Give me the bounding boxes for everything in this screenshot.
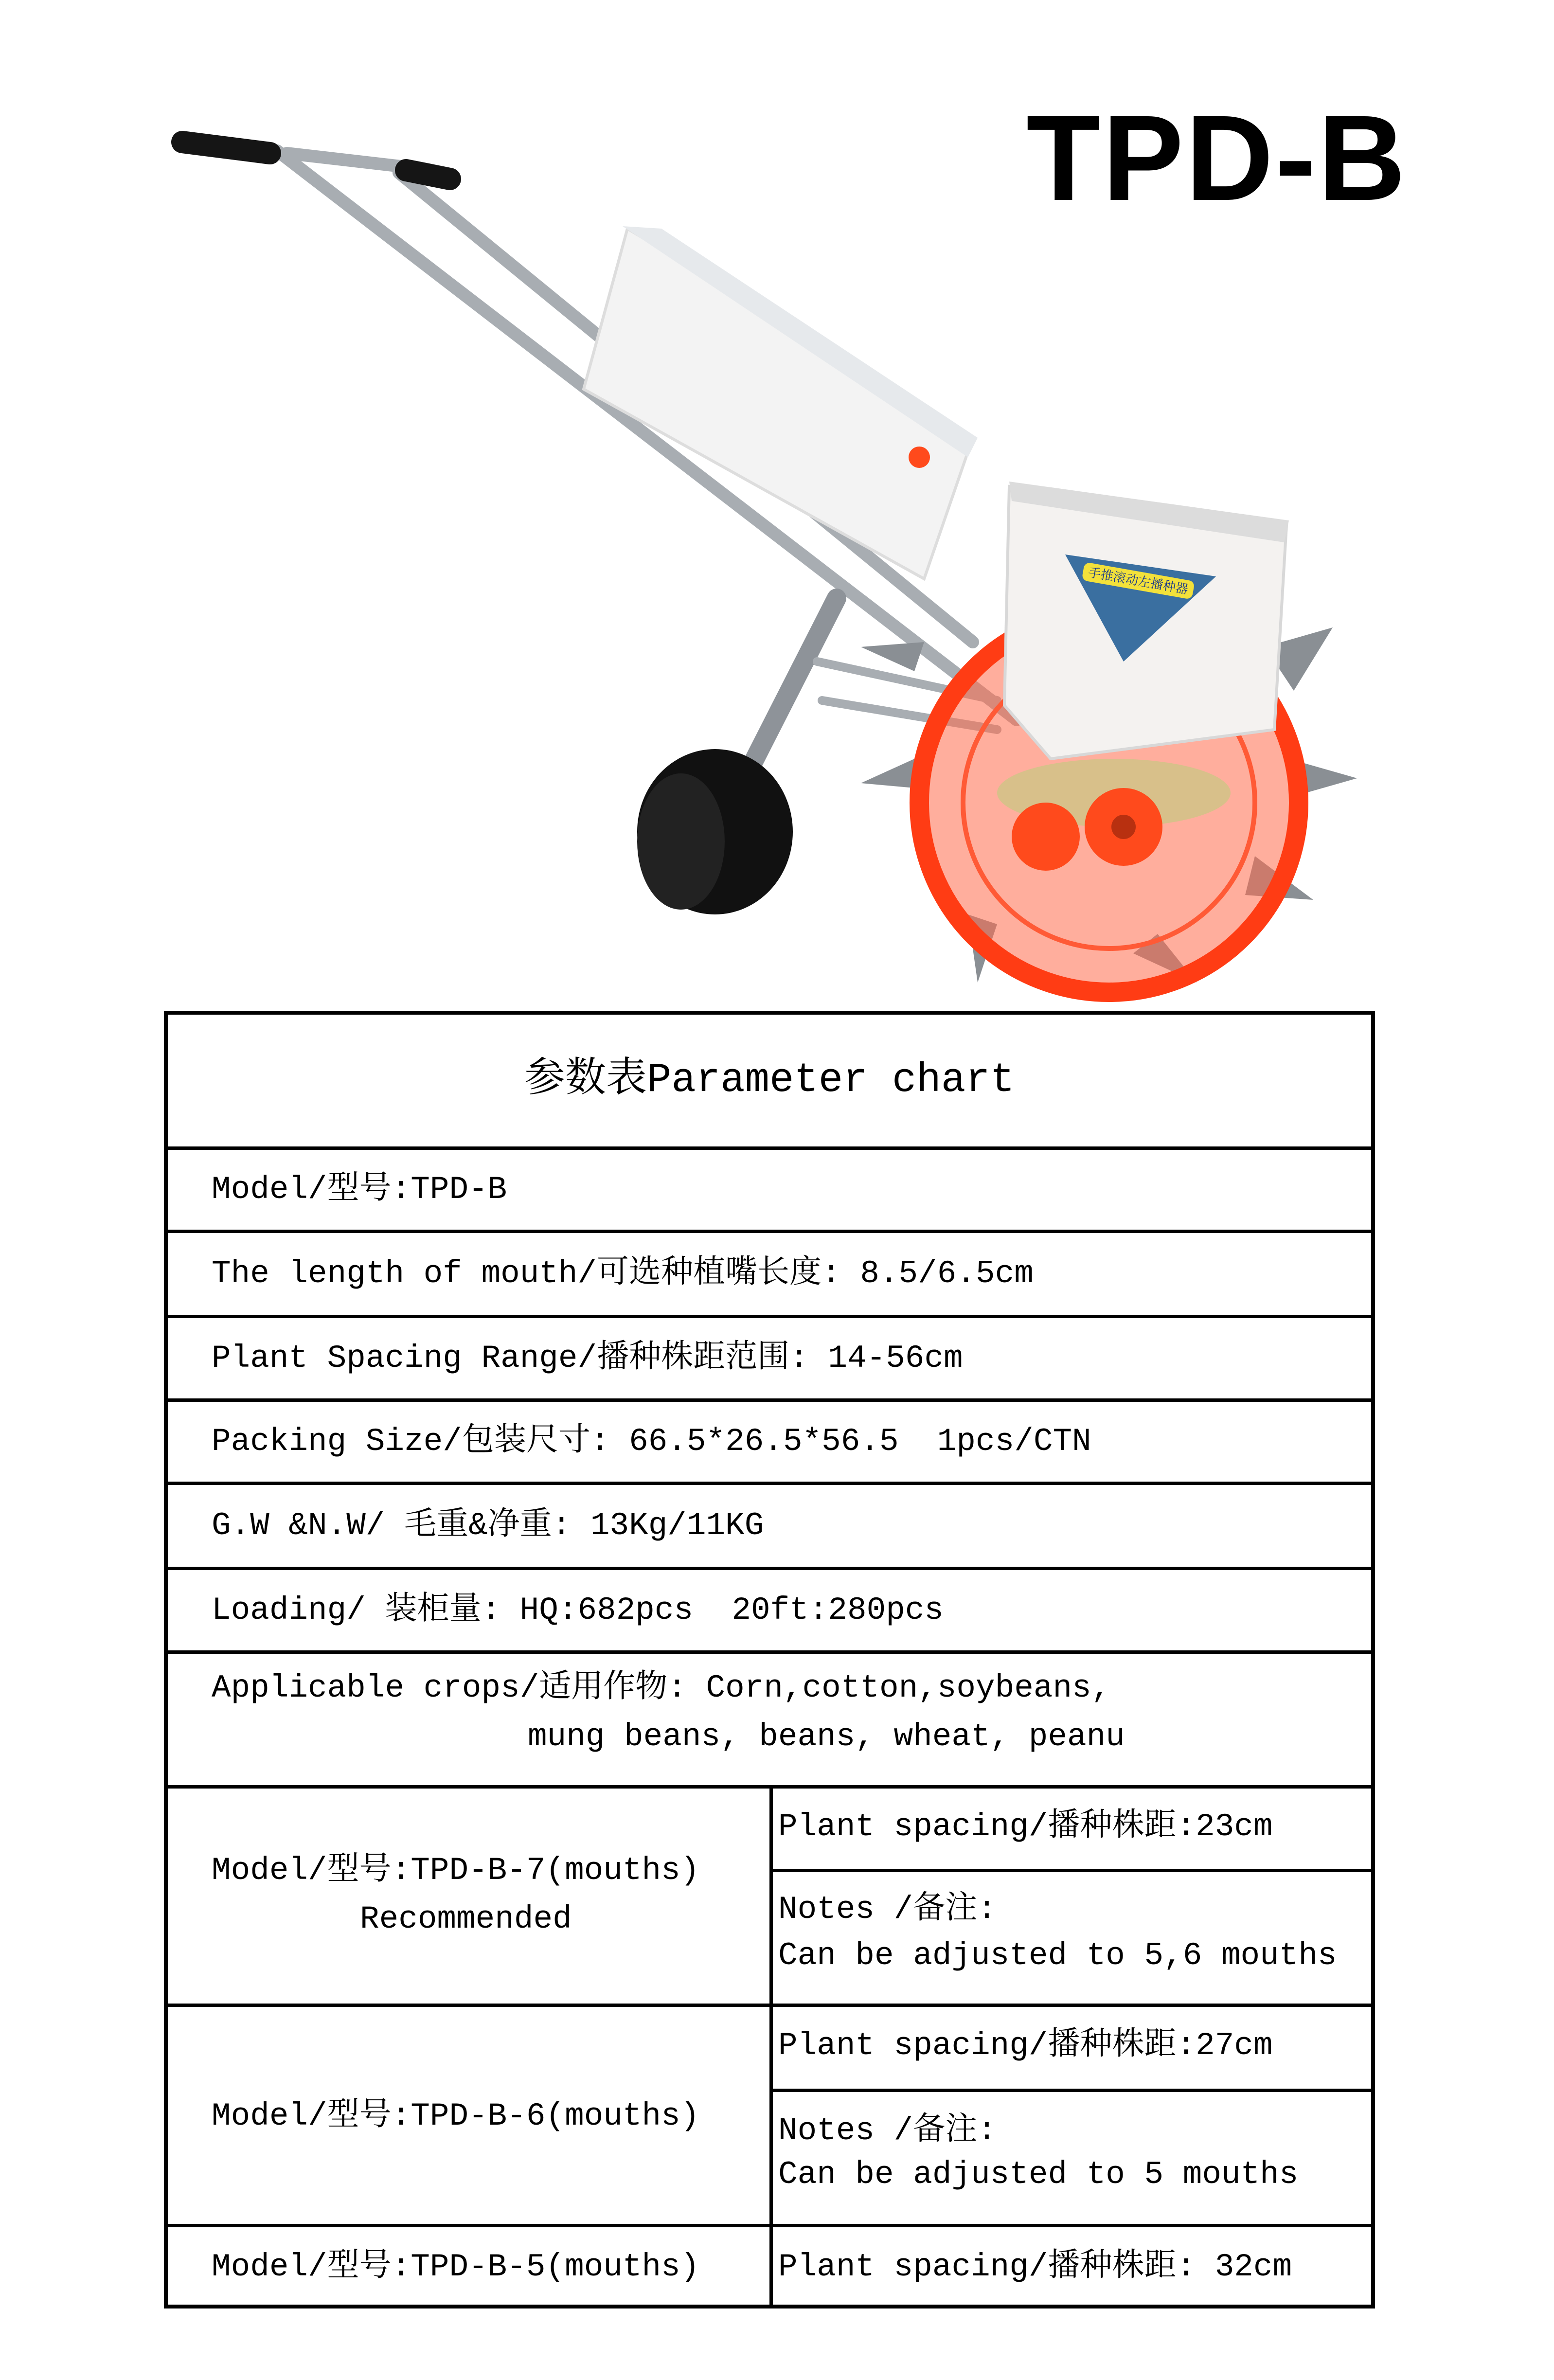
model-5-label: Model/型号:TPD-B-5(mouths)	[212, 2249, 700, 2285]
model-7-label: Model/型号:TPD-B-7(mouths)	[212, 1852, 700, 1889]
row-text: Plant Spacing Range/播种株距范围: 14-56cm	[212, 1340, 963, 1377]
model-7-notes-label: Notes /备注:	[778, 1891, 997, 1928]
model-5-spacing: Plant spacing/播种株距: 32cm	[778, 2249, 1292, 2285]
divider	[769, 1869, 1371, 1872]
row-packing-size	[168, 1398, 1371, 1482]
divider	[769, 2089, 1371, 2092]
row-weight	[168, 1482, 1371, 1567]
model-7-spacing: Plant spacing/播种株距:23cm	[778, 1808, 1273, 1845]
model-6-spacing: Plant spacing/播种株距:27cm	[778, 2027, 1273, 2064]
model-title: TPD-B	[1026, 90, 1408, 226]
row-spacing-range	[168, 1315, 1371, 1398]
crops-line-2: mung beans, beans, wheat, peanu	[528, 1718, 1125, 1755]
column-divider	[769, 1785, 773, 2305]
row-text: Loading/ 装柜量: HQ:682pcs 20ft:280pcs	[212, 1592, 944, 1628]
row-model	[168, 1146, 1371, 1230]
model-6-notes: Can be adjusted to 5 mouths	[778, 2156, 1299, 2193]
sticker-text: 手推滚动左播种器	[1087, 565, 1190, 597]
model-7-recommended: Recommended	[360, 1901, 572, 1937]
seed-hopper	[1004, 482, 1289, 759]
seed-box	[584, 226, 978, 579]
row-text: The length of mouth/可选种植嘴长度: 8.5/6.5cm	[212, 1255, 1034, 1292]
model-6-label: Model/型号:TPD-B-6(mouths)	[212, 2098, 700, 2134]
row-mouth-length	[168, 1230, 1371, 1315]
model-7-notes: Can be adjusted to 5,6 mouths	[778, 1937, 1337, 1974]
product-photo-seeder	[0, 0, 1554, 1002]
row-text: G.W &N.W/ 毛重&净重: 13Kg/11KG	[212, 1507, 764, 1544]
row-text: Packing Size/包装尺寸: 66.5*26.5*56.5 1pcs/CTN	[212, 1423, 1091, 1460]
crops-line-1: Applicable crops/适用作物: Corn,cotton,soybeans,	[212, 1670, 1111, 1706]
row-loading	[168, 1567, 1371, 1650]
row-text: Model/型号:TPD-B	[212, 1171, 507, 1208]
parameter-table	[164, 1011, 1375, 2308]
model-6-notes-label: Notes /备注:	[778, 2112, 997, 2149]
table-heading: 参数表Parameter chart	[524, 1057, 1015, 1104]
